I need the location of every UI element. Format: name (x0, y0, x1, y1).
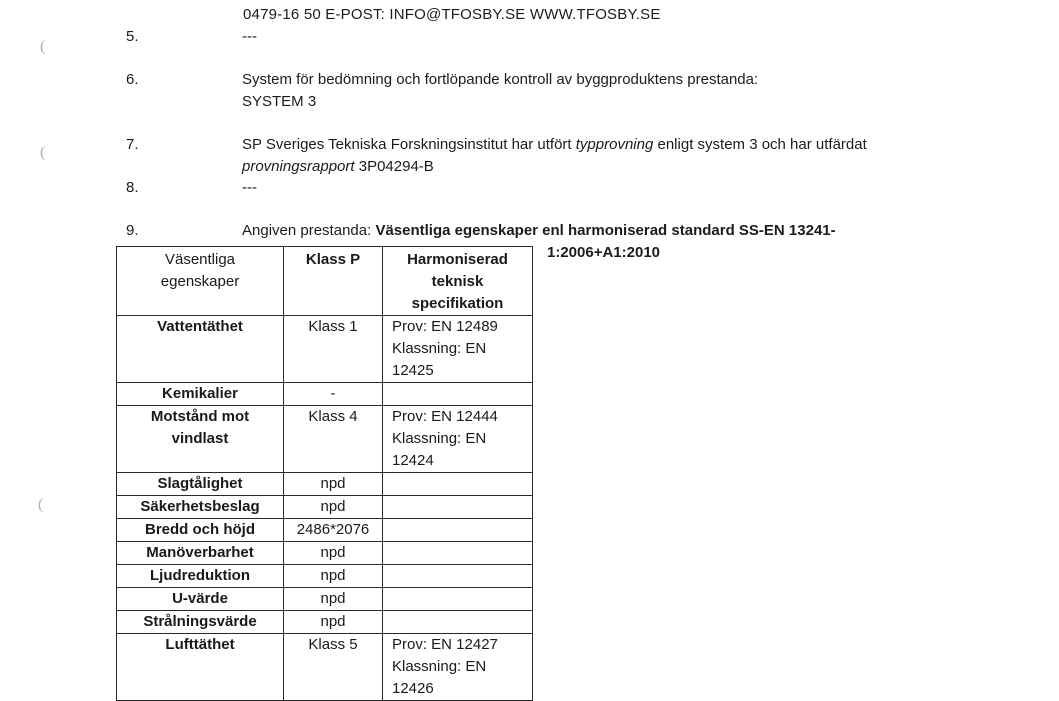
section-6-line2: SYSTEM 3 (242, 93, 317, 110)
klass-cell (284, 519, 383, 542)
property-name: Kemikalier (162, 385, 238, 402)
table-row (117, 542, 533, 565)
property-name: Lufttäthet (165, 636, 235, 653)
klass-value: - (330, 385, 336, 402)
klass-cell (284, 496, 383, 519)
header-line: Klass P (305, 251, 361, 268)
klass-cell (284, 611, 383, 634)
klass-value: 2486*2076 (296, 521, 370, 538)
section-number-6: 6. (126, 71, 139, 88)
specification-line: Prov: EN 12489 (392, 318, 498, 335)
section-number-7: 7. (126, 136, 139, 153)
specification-cell (383, 542, 533, 565)
section-7-text-a: SP Sveriges Tekniska Forskningsinstitut har utfört (242, 136, 576, 153)
klass-cell (284, 634, 383, 701)
specification-cell (383, 316, 533, 383)
klass-value: npd (320, 567, 346, 584)
property-name: Bredd och höjd (145, 521, 255, 538)
section-number-8: 8. (126, 179, 139, 196)
table-row (117, 316, 533, 383)
property-cell (117, 473, 284, 496)
table-row (117, 588, 533, 611)
specification-line: Prov: EN 12444 (392, 408, 498, 425)
property-cell (117, 519, 284, 542)
section-number-5: 5. (126, 28, 139, 45)
property-name: Vattentäthet (157, 318, 243, 335)
table-row (117, 634, 533, 701)
margin-mark: ( (38, 496, 44, 513)
margin-mark: ( (40, 38, 46, 55)
table-row (117, 406, 533, 473)
property-cell (117, 496, 284, 519)
specification-cell (383, 634, 533, 701)
property-cell (117, 565, 284, 588)
specification-cell (383, 611, 533, 634)
section-9-standard: Väsentliga egenskaper enl harmoniserad standard SS-EN 13241- (375, 222, 836, 239)
klass-cell (284, 565, 383, 588)
property-name: U-värde (172, 590, 228, 607)
klass-cell (284, 473, 383, 496)
klass-value: npd (320, 544, 346, 561)
property-name: vindlast (171, 430, 229, 447)
table-row (117, 565, 533, 588)
table-row (117, 496, 533, 519)
section-8-text: --- (242, 179, 257, 196)
property-name: Säkerhetsbeslag (140, 498, 260, 515)
property-cell (117, 316, 284, 383)
table-row (117, 473, 533, 496)
specification-cell (383, 406, 533, 473)
table-row (117, 611, 533, 634)
specification-line: Prov: EN 12427 (392, 636, 498, 653)
specification-cell (383, 588, 533, 611)
specification-line: 12425 (392, 362, 434, 379)
property-cell (117, 611, 284, 634)
header-cell-properties (117, 247, 284, 316)
specification-cell (383, 473, 533, 496)
property-cell (117, 383, 284, 406)
section-7-text-c: enligt system 3 och har utfärdat (653, 136, 867, 153)
klass-value: npd (320, 475, 346, 492)
specification-line: Klassning: EN (392, 340, 487, 357)
specification-line: 12424 (392, 452, 434, 469)
section-7-italic-typprovning: typprovning (575, 136, 654, 153)
section-7-report-number: 3P04294-B (354, 158, 434, 175)
specification-cell (383, 496, 533, 519)
property-name: Manöverbarhet (146, 544, 254, 561)
klass-value: npd (320, 590, 346, 607)
section-9-line1 (242, 220, 836, 241)
specification-line: Klassning: EN (392, 658, 487, 675)
klass-value: Klass 4 (308, 408, 358, 425)
contact-line: 0479-16 50 E-POST: INFO@TFOSBY.SE WWW.TFOSBY.SE (243, 6, 661, 23)
header-line: specifikation (411, 295, 504, 312)
header-line: teknisk (431, 273, 484, 290)
section-9-standard-cont: 1:2006+A1:2010 (547, 244, 661, 261)
header-cell-specification (383, 247, 533, 316)
property-cell (117, 406, 284, 473)
section-7-line1 (242, 134, 867, 155)
specification-cell (383, 519, 533, 542)
klass-value: Klass 1 (308, 318, 358, 335)
property-name: Strålningsvärde (143, 613, 257, 630)
header-cell-klass (284, 247, 383, 316)
klass-cell (284, 316, 383, 383)
property-name: Motstånd mot (150, 408, 250, 425)
klass-cell (284, 406, 383, 473)
section-9-prefix: Angiven prestanda: (242, 222, 376, 239)
klass-cell (284, 542, 383, 565)
section-number-9: 9. (126, 222, 139, 239)
header-line: Väsentliga (164, 251, 236, 268)
specification-cell (383, 383, 533, 406)
property-cell (117, 634, 284, 701)
klass-value: npd (320, 498, 346, 515)
table-row (117, 519, 533, 542)
klass-cell (284, 588, 383, 611)
table-header-row (117, 247, 533, 316)
property-name: Slagtålighet (157, 475, 243, 492)
klass-cell (284, 383, 383, 406)
section-7-italic-provningsrapport: provningsrapport (242, 158, 355, 175)
section-5-text: --- (242, 28, 257, 45)
performance-table (116, 246, 533, 701)
specification-line: Klassning: EN (392, 430, 487, 447)
header-line: Harmoniserad (407, 251, 508, 268)
property-cell (117, 542, 284, 565)
klass-value: npd (320, 613, 346, 630)
header-line: egenskaper (160, 273, 240, 290)
specification-cell (383, 565, 533, 588)
margin-mark: ( (40, 144, 46, 161)
property-name: Ljudreduktion (150, 567, 250, 584)
specification-line: 12426 (392, 680, 434, 697)
table-row (117, 383, 533, 406)
section-6-line1: System för bedömning och fortlöpande kontroll av byggproduktens prestanda: (242, 71, 759, 88)
section-7-line2 (242, 156, 434, 177)
property-cell (117, 588, 284, 611)
klass-value: Klass 5 (308, 636, 358, 653)
